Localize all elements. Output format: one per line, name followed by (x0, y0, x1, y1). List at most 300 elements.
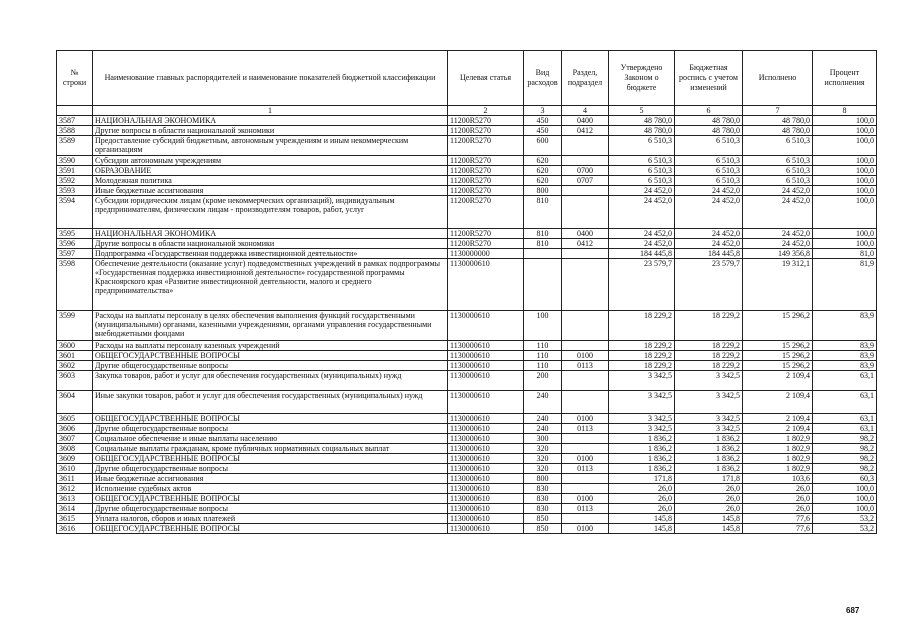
header-budget-schedule: Бюджетная роспись с учетом изменений (675, 51, 743, 106)
execution-percent: 100,0 (813, 176, 877, 186)
section-code (562, 484, 609, 494)
budget-amount: 1 836,2 (675, 434, 743, 444)
indicator-name: ОБЩЕГОСУДАРСТВЕННЫЕ ВОПРОСЫ (93, 351, 448, 361)
execution-percent: 83,9 (813, 361, 877, 371)
target-article: 1130000610 (448, 524, 524, 534)
budget-amount: 18 229,2 (675, 341, 743, 351)
expense-kind: 240 (524, 414, 562, 424)
indicator-name: Расходы на выплаты персоналу в целях обеспечения выполнения функций государственными (муниципальными) органами, казенными учреждениями, органами управления государственными внебюджетными фондами (93, 311, 448, 341)
column-number (57, 106, 93, 116)
section-code: 0412 (562, 239, 609, 249)
table-row (57, 311, 877, 341)
executed-amount: 24 452,0 (743, 196, 813, 229)
indicator-name: Иные бюджетные ассигнования (93, 186, 448, 196)
expense-kind (524, 249, 562, 259)
indicator-name: Другие вопросы в области национальной экономики (93, 126, 448, 136)
approved-amount: 1 836,2 (609, 464, 675, 474)
row-number: 3604 (57, 391, 93, 414)
column-number: 6 (675, 106, 743, 116)
approved-amount: 3 342,5 (609, 414, 675, 424)
header-executed: Исполнено (743, 51, 813, 106)
expense-kind: 620 (524, 166, 562, 176)
section-code (562, 391, 609, 414)
budget-amount: 23 579,7 (675, 259, 743, 311)
expense-kind: 620 (524, 156, 562, 166)
row-number: 3601 (57, 351, 93, 361)
execution-percent: 100,0 (813, 484, 877, 494)
budget-execution-table (56, 50, 877, 534)
indicator-name: Субсидии юридическим лицам (кроме некоммерческих организаций), индивидуальным предпринимателям, физическим лицам - производителям товаров, работ, услуг (93, 196, 448, 229)
target-article: 11200R5270 (448, 196, 524, 229)
budget-amount: 3 342,5 (675, 424, 743, 434)
executed-amount: 26,0 (743, 504, 813, 514)
execution-percent: 98,2 (813, 454, 877, 464)
budget-amount: 6 510,3 (675, 176, 743, 186)
indicator-name: Социальное обеспечение и иные выплаты населению (93, 434, 448, 444)
section-code: 0113 (562, 464, 609, 474)
row-number: 3614 (57, 504, 93, 514)
indicator-name: Подпрограмма «Государственная поддержка инвестиционной деятельности» (93, 249, 448, 259)
indicator-name: Обеспечение деятельности (оказание услуг) подведомственных учреждений в рамках подпрограммы «Государственная поддержка инвестиционной деятельности» государственной программы Красноярского края «Развитие инвестиционной деятельности, малого и среднего предпринимательства» (93, 259, 448, 311)
target-article: 1130000610 (448, 494, 524, 504)
table-row (57, 524, 877, 534)
budget-amount: 18 229,2 (675, 361, 743, 371)
execution-percent: 100,0 (813, 186, 877, 196)
execution-percent: 98,2 (813, 444, 877, 454)
target-article: 11200R5270 (448, 239, 524, 249)
indicator-name: ОБРАЗОВАНИЕ (93, 166, 448, 176)
table-row (57, 229, 877, 239)
header-row-number: № строки (57, 51, 93, 106)
target-article: 11200R5270 (448, 176, 524, 186)
row-number: 3610 (57, 464, 93, 474)
table-header (57, 51, 877, 116)
executed-amount: 1 802,9 (743, 464, 813, 474)
execution-percent: 100,0 (813, 196, 877, 229)
target-article: 1130000610 (448, 454, 524, 464)
header-section: Раздел, подраздел (562, 51, 609, 106)
section-code (562, 311, 609, 341)
executed-amount: 19 312,1 (743, 259, 813, 311)
table-row (57, 361, 877, 371)
target-article: 11200R5270 (448, 229, 524, 239)
approved-amount: 23 579,7 (609, 259, 675, 311)
row-number: 3591 (57, 166, 93, 176)
execution-percent: 100,0 (813, 136, 877, 156)
section-code (562, 136, 609, 156)
executed-amount: 26,0 (743, 494, 813, 504)
executed-amount: 149 356,8 (743, 249, 813, 259)
executed-amount: 24 452,0 (743, 229, 813, 239)
column-number: 2 (448, 106, 524, 116)
section-code: 0707 (562, 176, 609, 186)
indicator-name: Молодежная политика (93, 176, 448, 186)
target-article: 1130000610 (448, 414, 524, 424)
table-row (57, 186, 877, 196)
indicator-name: Иные бюджетные ассигнования (93, 474, 448, 484)
budget-amount: 6 510,3 (675, 136, 743, 156)
budget-amount: 1 836,2 (675, 464, 743, 474)
approved-amount: 3 342,5 (609, 424, 675, 434)
executed-amount: 1 802,9 (743, 444, 813, 454)
budget-amount: 1 836,2 (675, 454, 743, 464)
row-number: 3611 (57, 474, 93, 484)
table-row (57, 444, 877, 454)
executed-amount: 15 296,2 (743, 341, 813, 351)
header-expense-kind: Вид расходов (524, 51, 562, 106)
row-number: 3613 (57, 494, 93, 504)
table-row (57, 156, 877, 166)
target-article: 1130000000 (448, 249, 524, 259)
budget-amount: 18 229,2 (675, 311, 743, 341)
indicator-name: ОБЩЕГОСУДАРСТВЕННЫЕ ВОПРОСЫ (93, 414, 448, 424)
executed-amount: 6 510,3 (743, 166, 813, 176)
approved-amount: 1 836,2 (609, 434, 675, 444)
column-number-row (57, 106, 877, 116)
budget-amount: 171,8 (675, 474, 743, 484)
executed-amount: 2 109,4 (743, 414, 813, 424)
expense-kind: 810 (524, 229, 562, 239)
table-row (57, 249, 877, 259)
approved-amount: 18 229,2 (609, 351, 675, 361)
indicator-name: Другие вопросы в области национальной экономики (93, 239, 448, 249)
target-article: 11200R5270 (448, 156, 524, 166)
approved-amount: 24 452,0 (609, 229, 675, 239)
expense-kind: 110 (524, 351, 562, 361)
section-code: 0113 (562, 361, 609, 371)
expense-kind: 110 (524, 341, 562, 351)
row-number: 3595 (57, 229, 93, 239)
executed-amount: 24 452,0 (743, 186, 813, 196)
expense-kind: 810 (524, 239, 562, 249)
page-number: 687 (846, 606, 860, 615)
section-code: 0100 (562, 351, 609, 361)
budget-amount: 3 342,5 (675, 414, 743, 424)
approved-amount: 24 452,0 (609, 196, 675, 229)
target-article: 1130000610 (448, 484, 524, 494)
target-article: 1130000610 (448, 434, 524, 444)
row-number: 3606 (57, 424, 93, 434)
table-body (57, 116, 877, 534)
execution-percent: 100,0 (813, 156, 877, 166)
section-code: 0100 (562, 524, 609, 534)
approved-amount: 1 836,2 (609, 444, 675, 454)
section-code: 0400 (562, 116, 609, 126)
row-number: 3592 (57, 176, 93, 186)
approved-amount: 18 229,2 (609, 361, 675, 371)
execution-percent: 53,2 (813, 524, 877, 534)
expense-kind: 810 (524, 196, 562, 229)
execution-percent: 81,0 (813, 249, 877, 259)
approved-amount: 145,8 (609, 524, 675, 534)
executed-amount: 6 510,3 (743, 156, 813, 166)
table-row (57, 514, 877, 524)
indicator-name: ОБЩЕГОСУДАРСТВЕННЫЕ ВОПРОСЫ (93, 524, 448, 534)
approved-amount: 24 452,0 (609, 186, 675, 196)
target-article: 11200R5270 (448, 116, 524, 126)
indicator-name: Другие общегосударственные вопросы (93, 424, 448, 434)
execution-percent: 100,0 (813, 494, 877, 504)
executed-amount: 48 780,0 (743, 116, 813, 126)
indicator-name: Закупка товаров, работ и услуг для обеспечения государственных (муниципальных) нужд (93, 371, 448, 391)
budget-amount: 24 452,0 (675, 196, 743, 229)
section-code (562, 156, 609, 166)
row-number: 3612 (57, 484, 93, 494)
approved-amount: 3 342,5 (609, 371, 675, 391)
section-code: 0113 (562, 504, 609, 514)
table-row (57, 239, 877, 249)
section-code: 0700 (562, 166, 609, 176)
executed-amount: 15 296,2 (743, 351, 813, 361)
table-row (57, 494, 877, 504)
table-row (57, 464, 877, 474)
budget-amount: 26,0 (675, 494, 743, 504)
executed-amount: 77,6 (743, 524, 813, 534)
executed-amount: 2 109,4 (743, 371, 813, 391)
indicator-name: Социальные выплаты гражданам, кроме публичных нормативных социальных выплат (93, 444, 448, 454)
target-article: 1130000610 (448, 371, 524, 391)
executed-amount: 24 452,0 (743, 239, 813, 249)
execution-percent: 100,0 (813, 126, 877, 136)
target-article: 1130000610 (448, 259, 524, 311)
row-number: 3588 (57, 126, 93, 136)
target-article: 1130000610 (448, 341, 524, 351)
row-number: 3616 (57, 524, 93, 534)
section-code: 0100 (562, 414, 609, 424)
approved-amount: 18 229,2 (609, 311, 675, 341)
row-number: 3593 (57, 186, 93, 196)
indicator-name: НАЦИОНАЛЬНАЯ ЭКОНОМИКА (93, 116, 448, 126)
approved-amount: 6 510,3 (609, 166, 675, 176)
approved-amount: 6 510,3 (609, 156, 675, 166)
section-code (562, 474, 609, 484)
indicator-name: Иные закупки товаров, работ и услуг для обеспечения государственных (муниципальных) нужд (93, 391, 448, 414)
section-code (562, 341, 609, 351)
budget-amount: 3 342,5 (675, 371, 743, 391)
section-code: 0100 (562, 454, 609, 464)
section-code: 0400 (562, 229, 609, 239)
row-number: 3602 (57, 361, 93, 371)
section-code (562, 196, 609, 229)
table-row (57, 126, 877, 136)
header-percent: Процент исполнения (813, 51, 877, 106)
expense-kind: 110 (524, 361, 562, 371)
target-article: 11200R5270 (448, 166, 524, 176)
approved-amount: 145,8 (609, 514, 675, 524)
executed-amount: 15 296,2 (743, 311, 813, 341)
budget-amount: 26,0 (675, 484, 743, 494)
expense-kind: 830 (524, 504, 562, 514)
executed-amount: 2 109,4 (743, 424, 813, 434)
section-code: 0113 (562, 424, 609, 434)
approved-amount: 26,0 (609, 494, 675, 504)
indicator-name: ОБЩЕГОСУДАРСТВЕННЫЕ ВОПРОСЫ (93, 494, 448, 504)
target-article: 1130000610 (448, 311, 524, 341)
header-approved: Утверждено Законом о бюджете (609, 51, 675, 106)
budget-amount: 48 780,0 (675, 126, 743, 136)
table-row (57, 454, 877, 464)
section-code: 0412 (562, 126, 609, 136)
approved-amount: 48 780,0 (609, 116, 675, 126)
approved-amount: 24 452,0 (609, 239, 675, 249)
budget-amount: 48 780,0 (675, 116, 743, 126)
row-number: 3603 (57, 371, 93, 391)
row-number: 3590 (57, 156, 93, 166)
section-code (562, 259, 609, 311)
column-number: 8 (813, 106, 877, 116)
expense-kind: 200 (524, 371, 562, 391)
expense-kind: 850 (524, 524, 562, 534)
executed-amount: 2 109,4 (743, 391, 813, 414)
indicator-name: Исполнение судебных актов (93, 484, 448, 494)
executed-amount: 26,0 (743, 484, 813, 494)
table-row (57, 434, 877, 444)
approved-amount: 171,8 (609, 474, 675, 484)
budget-amount: 24 452,0 (675, 229, 743, 239)
approved-amount: 48 780,0 (609, 126, 675, 136)
executed-amount: 1 802,9 (743, 434, 813, 444)
header-name: Наименование главных распорядителей и наименование показателей бюджетной классификации (93, 51, 448, 106)
section-code: 0100 (562, 494, 609, 504)
target-article: 1130000610 (448, 464, 524, 474)
row-number: 3587 (57, 116, 93, 126)
expense-kind: 600 (524, 136, 562, 156)
table-row (57, 391, 877, 414)
expense-kind: 320 (524, 454, 562, 464)
budget-amount: 18 229,2 (675, 351, 743, 361)
expense-kind: 800 (524, 474, 562, 484)
section-code (562, 444, 609, 454)
execution-percent: 100,0 (813, 504, 877, 514)
row-number: 3600 (57, 341, 93, 351)
expense-kind: 450 (524, 126, 562, 136)
target-article: 1130000610 (448, 504, 524, 514)
table-row (57, 176, 877, 186)
approved-amount: 26,0 (609, 504, 675, 514)
indicator-name: НАЦИОНАЛЬНАЯ ЭКОНОМИКА (93, 229, 448, 239)
executed-amount: 15 296,2 (743, 361, 813, 371)
row-number: 3594 (57, 196, 93, 229)
expense-kind: 300 (524, 434, 562, 444)
approved-amount: 18 229,2 (609, 341, 675, 351)
target-article: 11200R5270 (448, 136, 524, 156)
execution-percent: 83,9 (813, 351, 877, 361)
target-article: 11200R5270 (448, 126, 524, 136)
executed-amount: 6 510,3 (743, 176, 813, 186)
table-row (57, 341, 877, 351)
execution-percent: 100,0 (813, 229, 877, 239)
execution-percent: 63,1 (813, 424, 877, 434)
expense-kind: 450 (524, 116, 562, 126)
row-number: 3605 (57, 414, 93, 424)
budget-amount: 24 452,0 (675, 239, 743, 249)
budget-amount: 184 445,8 (675, 249, 743, 259)
target-article: 1130000610 (448, 444, 524, 454)
execution-percent: 63,1 (813, 391, 877, 414)
column-number: 5 (609, 106, 675, 116)
executed-amount: 77,6 (743, 514, 813, 524)
column-number: 3 (524, 106, 562, 116)
expense-kind: 240 (524, 424, 562, 434)
row-number: 3609 (57, 454, 93, 464)
table-row (57, 196, 877, 229)
table-row (57, 351, 877, 361)
expense-kind: 240 (524, 391, 562, 414)
table-row (57, 414, 877, 424)
expense-kind (524, 259, 562, 311)
indicator-name: Другие общегосударственные вопросы (93, 361, 448, 371)
budget-amount: 26,0 (675, 504, 743, 514)
execution-percent: 100,0 (813, 116, 877, 126)
row-number: 3589 (57, 136, 93, 156)
target-article: 1130000610 (448, 351, 524, 361)
section-code (562, 186, 609, 196)
indicator-name: Субсидии автономным учреждениям (93, 156, 448, 166)
executed-amount: 103,6 (743, 474, 813, 484)
execution-percent: 63,1 (813, 414, 877, 424)
budget-amount: 6 510,3 (675, 166, 743, 176)
table-row (57, 484, 877, 494)
expense-kind: 800 (524, 186, 562, 196)
target-article: 11200R5270 (448, 186, 524, 196)
section-code (562, 514, 609, 524)
table-row (57, 424, 877, 434)
execution-percent: 98,2 (813, 434, 877, 444)
column-number: 1 (93, 106, 448, 116)
budget-amount: 24 452,0 (675, 186, 743, 196)
table-row (57, 504, 877, 514)
execution-percent: 53,2 (813, 514, 877, 524)
indicator-name: Другие общегосударственные вопросы (93, 464, 448, 474)
column-number: 7 (743, 106, 813, 116)
indicator-name: Предоставление субсидий бюджетным, автономным учреждениям и иным некоммерческим организациям (93, 136, 448, 156)
execution-percent: 83,9 (813, 311, 877, 341)
table-row (57, 474, 877, 484)
expense-kind: 850 (524, 514, 562, 524)
execution-percent: 83,9 (813, 341, 877, 351)
row-number: 3607 (57, 434, 93, 444)
column-number: 4 (562, 106, 609, 116)
table-row (57, 259, 877, 311)
executed-amount: 48 780,0 (743, 126, 813, 136)
table-row (57, 116, 877, 126)
execution-percent: 81,9 (813, 259, 877, 311)
approved-amount: 6 510,3 (609, 176, 675, 186)
approved-amount: 3 342,5 (609, 391, 675, 414)
approved-amount: 1 836,2 (609, 454, 675, 464)
execution-percent: 98,2 (813, 464, 877, 474)
expense-kind: 100 (524, 311, 562, 341)
budget-amount: 1 836,2 (675, 444, 743, 454)
target-article: 1130000610 (448, 361, 524, 371)
row-number: 3615 (57, 514, 93, 524)
row-number: 3599 (57, 311, 93, 341)
execution-percent: 100,0 (813, 239, 877, 249)
table-row (57, 166, 877, 176)
section-code (562, 249, 609, 259)
indicator-name: Уплата налогов, сборов и иных платежей (93, 514, 448, 524)
approved-amount: 184 445,8 (609, 249, 675, 259)
header-target-article: Целевая статья (448, 51, 524, 106)
indicator-name: ОБЩЕГОСУДАРСТВЕННЫЕ ВОПРОСЫ (93, 454, 448, 464)
expense-kind: 830 (524, 494, 562, 504)
approved-amount: 6 510,3 (609, 136, 675, 156)
executed-amount: 1 802,9 (743, 454, 813, 464)
approved-amount: 26,0 (609, 484, 675, 494)
target-article: 1130000610 (448, 514, 524, 524)
budget-amount: 3 342,5 (675, 391, 743, 414)
indicator-name: Расходы на выплаты персоналу казенных учреждений (93, 341, 448, 351)
